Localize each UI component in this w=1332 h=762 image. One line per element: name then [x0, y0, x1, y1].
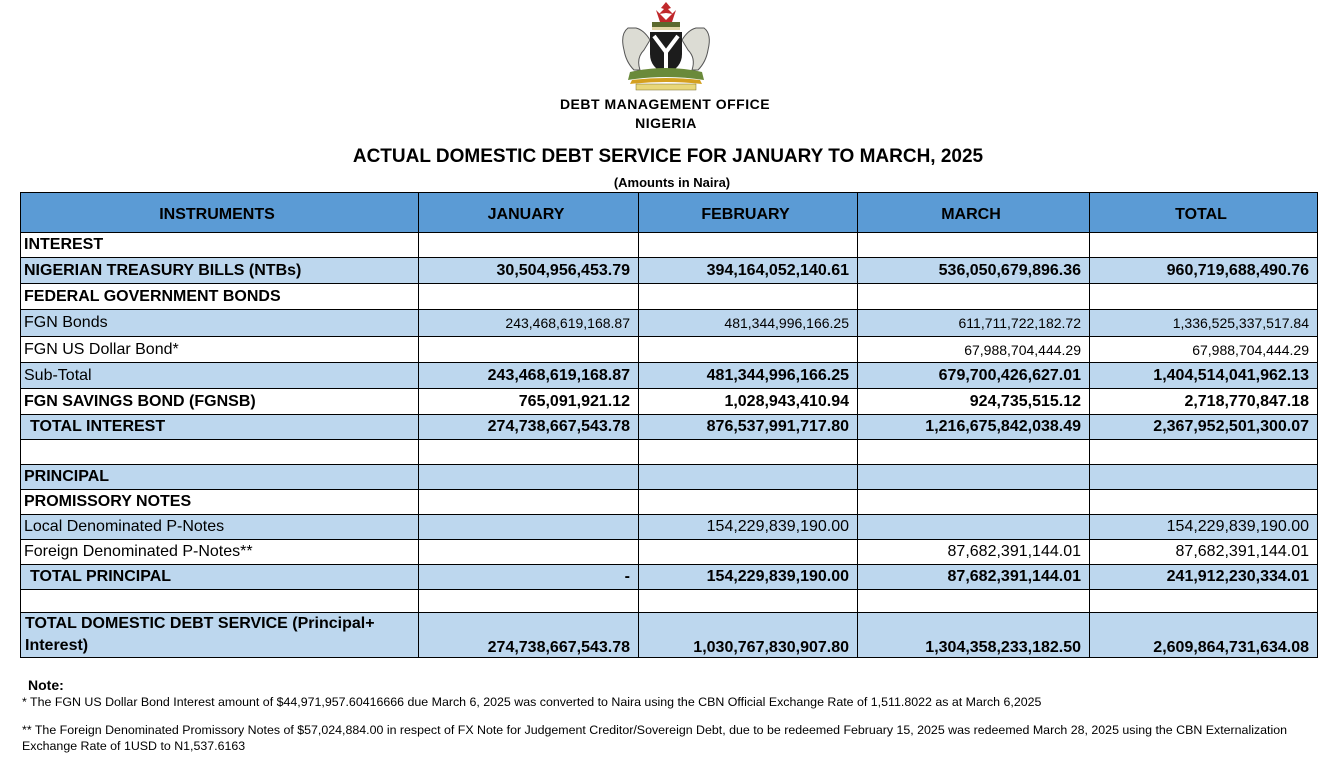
- cell-february: [639, 337, 858, 363]
- note-promissory: ** The Foreign Denominated Promissory Notes of $57,024,884.00 in respect of FX Note for Judgement Creditor/Sovereign Debt, due to be redeemed February 15, 2025 was redeemed March 28, 2025 using the CBN Externalization Exchange Rate of 1USD to N1,537.6163: [22, 723, 1288, 753]
- debt-service-table: [20, 192, 1318, 658]
- row-label: FGN SAVINGS BOND (FGNSB): [21, 389, 419, 415]
- row-label: INTEREST: [21, 233, 419, 258]
- cell-total: 2,718,770,847.18: [1090, 389, 1318, 415]
- notes-heading: Note:: [28, 677, 64, 693]
- org-name-line1: DEBT MANAGEMENT OFFICE: [559, 96, 771, 112]
- cell-march: 536,050,679,896.36: [858, 258, 1090, 284]
- cell-february: 154,229,839,190.00: [639, 565, 858, 590]
- cell-total: [1090, 440, 1318, 465]
- column-header-instruments: INSTRUMENTS: [21, 193, 419, 233]
- cell-total: 960,719,688,490.76: [1090, 258, 1318, 284]
- row-label: PRINCIPAL: [21, 465, 419, 490]
- cell-february: 394,164,052,140.61: [639, 258, 858, 284]
- cell-total: 87,682,391,144.01: [1090, 540, 1318, 565]
- cell-february: 154,229,839,190.00: [639, 515, 858, 540]
- cell-total: [1090, 233, 1318, 258]
- cell-february: [639, 465, 858, 490]
- cell-total: [1090, 284, 1318, 310]
- row-label: TOTAL DOMESTIC DEBT SERVICE (Principal+ Interest): [21, 613, 419, 658]
- cell-total: 1,336,525,337,517.84: [1090, 310, 1318, 337]
- cell-march: 67,988,704,444.29: [858, 337, 1090, 363]
- cell-february: [639, 284, 858, 310]
- report-title: ACTUAL DOMESTIC DEBT SERVICE FOR JANUARY TO MARCH, 2025: [352, 146, 984, 167]
- report-subtitle: (Amounts in Naira): [613, 175, 731, 190]
- table-header-row: [21, 193, 1318, 233]
- cell-total: [1090, 465, 1318, 490]
- cell-january: [419, 490, 639, 515]
- column-header-january: JANUARY: [419, 193, 639, 233]
- cell-january: 274,738,667,543.78: [419, 613, 639, 658]
- table-row: [21, 490, 1318, 515]
- cell-february: [639, 440, 858, 465]
- table-row: [21, 590, 1318, 613]
- nigeria-coat-of-arms-icon: [610, 0, 722, 92]
- cell-january: 243,468,619,168.87: [419, 310, 639, 337]
- cell-january: [419, 233, 639, 258]
- column-header-total: TOTAL: [1090, 193, 1318, 233]
- cell-january: 243,468,619,168.87: [419, 363, 639, 389]
- table-row: [21, 389, 1318, 415]
- table-row: [21, 363, 1318, 389]
- cell-march: [858, 440, 1090, 465]
- cell-january: [419, 337, 639, 363]
- row-label: TOTAL PRINCIPAL: [21, 565, 419, 590]
- cell-january: -: [419, 565, 639, 590]
- cell-february: 1,028,943,410.94: [639, 389, 858, 415]
- table-row: [21, 258, 1318, 284]
- cell-january: 274,738,667,543.78: [419, 415, 639, 440]
- cell-total: 2,367,952,501,300.07: [1090, 415, 1318, 440]
- table-row: [21, 310, 1318, 337]
- table-row: [21, 613, 1318, 658]
- column-header-march: MARCH: [858, 193, 1090, 233]
- row-label: Sub-Total: [21, 363, 419, 389]
- cell-march: [858, 590, 1090, 613]
- cell-total: 1,404,514,041,962.13: [1090, 363, 1318, 389]
- cell-january: [419, 540, 639, 565]
- cell-total: [1090, 490, 1318, 515]
- table-row: [21, 415, 1318, 440]
- table-row: [21, 284, 1318, 310]
- cell-january: [419, 465, 639, 490]
- cell-march: [858, 515, 1090, 540]
- row-label: FGN US Dollar Bond*: [21, 337, 419, 363]
- row-label: Foreign Denominated P-Notes**: [21, 540, 419, 565]
- cell-january: [419, 284, 639, 310]
- table-row: [21, 515, 1318, 540]
- cell-total: 241,912,230,334.01: [1090, 565, 1318, 590]
- org-name-line2: NIGERIA: [635, 115, 697, 131]
- cell-march: 1,304,358,233,182.50: [858, 613, 1090, 658]
- cell-january: 765,091,921.12: [419, 389, 639, 415]
- cell-march: [858, 490, 1090, 515]
- row-label: TOTAL INTEREST: [21, 415, 419, 440]
- cell-january: [419, 440, 639, 465]
- cell-march: [858, 284, 1090, 310]
- cell-january: [419, 590, 639, 613]
- cell-february: [639, 540, 858, 565]
- row-label: [21, 440, 419, 465]
- cell-total: 2,609,864,731,634.08: [1090, 613, 1318, 658]
- cell-february: 876,537,991,717.80: [639, 415, 858, 440]
- cell-total: [1090, 590, 1318, 613]
- row-label: PROMISSORY NOTES: [21, 490, 419, 515]
- cell-march: 679,700,426,627.01: [858, 363, 1090, 389]
- note-usd-bond: * The FGN US Dollar Bond Interest amount of $44,971,957.60416666 due March 6, 2025 was converted to Naira using the CBN Official Exchange Rate of 1,511.8022 as at March 6,2025: [22, 695, 1042, 709]
- column-header-february: FEBRUARY: [639, 193, 858, 233]
- cell-march: 611,711,722,182.72: [858, 310, 1090, 337]
- cell-february: [639, 490, 858, 515]
- cell-march: [858, 233, 1090, 258]
- cell-january: 30,504,956,453.79: [419, 258, 639, 284]
- row-label: NIGERIAN TREASURY BILLS (NTBs): [21, 258, 419, 284]
- row-label: [21, 590, 419, 613]
- table-row: [21, 540, 1318, 565]
- cell-february: [639, 233, 858, 258]
- notes-section: [22, 677, 1312, 754]
- cell-march: 924,735,515.12: [858, 389, 1090, 415]
- row-label: FEDERAL GOVERNMENT BONDS: [21, 284, 419, 310]
- cell-february: 481,344,996,166.25: [639, 310, 858, 337]
- cell-march: 1,216,675,842,038.49: [858, 415, 1090, 440]
- row-label: Local Denominated P-Notes: [21, 515, 419, 540]
- table-row: [21, 440, 1318, 465]
- table-row: [21, 337, 1318, 363]
- cell-total: 67,988,704,444.29: [1090, 337, 1318, 363]
- cell-january: [419, 515, 639, 540]
- table-row: [21, 465, 1318, 490]
- table-row: [21, 565, 1318, 590]
- row-label: FGN Bonds: [21, 310, 419, 337]
- cell-march: 87,682,391,144.01: [858, 565, 1090, 590]
- cell-march: [858, 465, 1090, 490]
- cell-february: 481,344,996,166.25: [639, 363, 858, 389]
- cell-total: 154,229,839,190.00: [1090, 515, 1318, 540]
- table-row: [21, 233, 1318, 258]
- cell-february: [639, 590, 858, 613]
- cell-february: 1,030,767,830,907.80: [639, 613, 858, 658]
- cell-march: 87,682,391,144.01: [858, 540, 1090, 565]
